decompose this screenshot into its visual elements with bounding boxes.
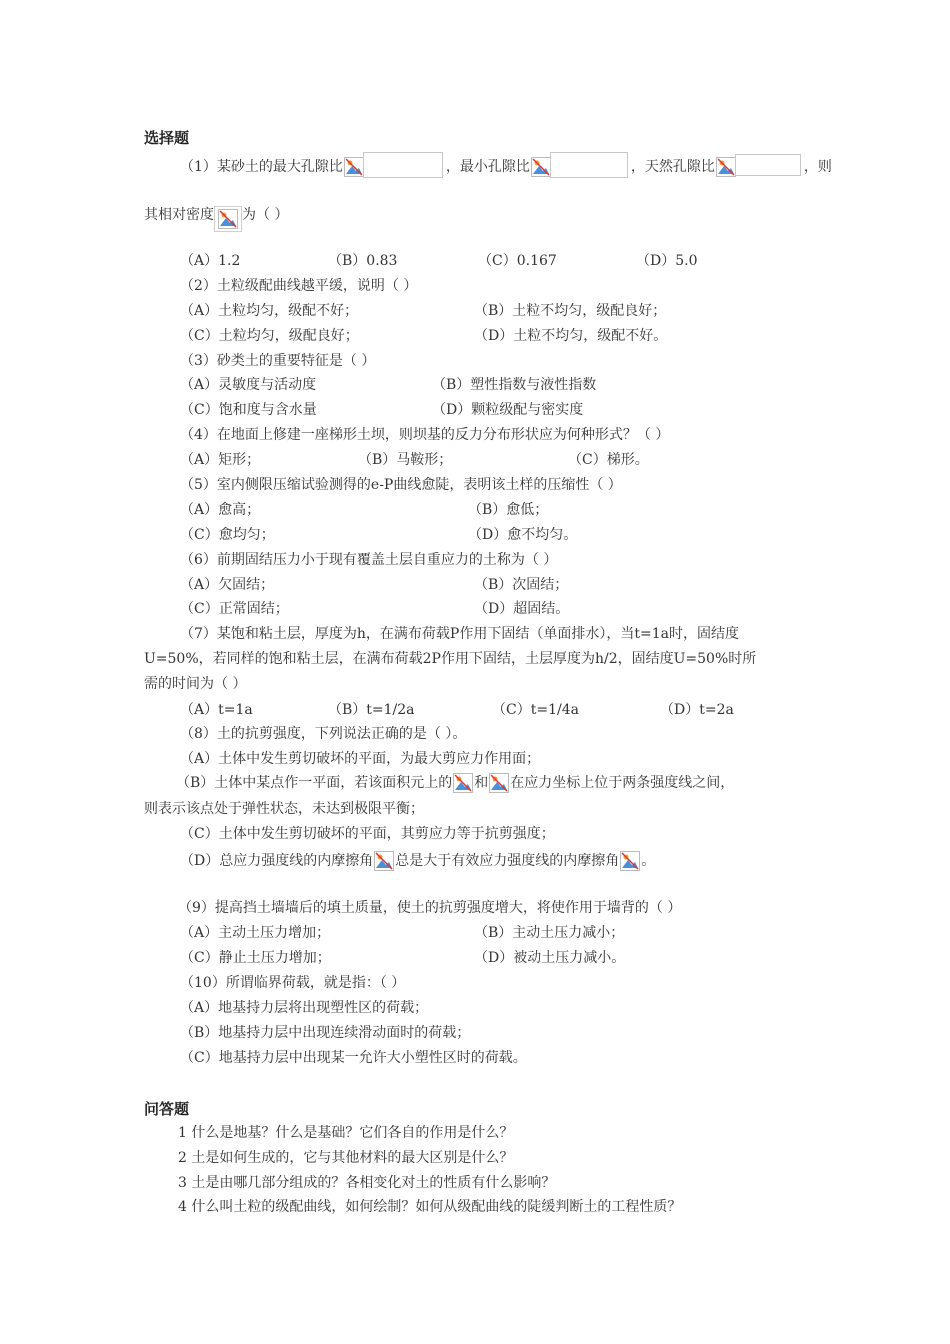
qa-item-4: 4 什么叫土粒的级配曲线，如何绘制？如何从级配曲线的陡缓判断土的工程性质？	[178, 1199, 682, 1215]
q9-stem: （9）提高挡土墙墙后的填土质量，使土的抗剪强度增大，将使作用于墙背的（ ）	[178, 900, 682, 916]
q4-stem: （4）在地面上修建一座梯形土坝，则坝基的反力分布形状应为何种形式？（ ）	[180, 427, 670, 443]
q7-option-c: （C）t=1/4a	[492, 702, 579, 718]
q7-line3: 需的时间为（ ）	[144, 676, 247, 692]
q1-option-b: （B）0.83	[328, 253, 398, 269]
q9-option-d: （D）被动土压力减小。	[474, 950, 626, 966]
q8-option-d	[180, 851, 655, 871]
q2-option-b: （B）土粒不均匀，级配良好；	[474, 303, 667, 319]
q1-option-a: （A）1.2	[180, 253, 241, 269]
q2-row2	[180, 326, 880, 346]
q6-option-b: （B）次固结；	[474, 577, 569, 593]
q4-option-a: （A）矩形；	[180, 452, 261, 468]
q4-option-c: （C）梯形。	[568, 452, 649, 468]
broken-image-icon	[489, 773, 509, 793]
q8-db: 总是大于有效应力强度线的内摩擦角	[395, 853, 620, 869]
q9-option-c: （C）静止土压力增加；	[180, 950, 331, 966]
q8-option-c: （C）土体中发生剪切破坏的平面，其剪应力等于抗剪强度；	[180, 826, 555, 842]
q8-b1a: （B）土体中某点作一平面，若该面积元上的	[176, 775, 453, 791]
q3-row2	[180, 400, 880, 420]
q3-option-d: （D）颗粒级配与密实度	[432, 402, 584, 418]
q2-option-d: （D）土粒不均匀，级配不好。	[474, 328, 668, 344]
broken-image-icon	[374, 851, 394, 871]
q8-dc: 。	[641, 853, 656, 869]
q3-option-a: （A）灵敏度与活动度	[180, 377, 317, 393]
q3-row1	[180, 375, 880, 395]
q1-line2a: 其相对密度	[144, 207, 214, 223]
qa-item-1: 1 什么是地基？什么是基础？它们各自的作用是什么？	[178, 1125, 514, 1141]
broken-image-icon	[453, 773, 473, 793]
q3-option-b: （B）塑性指数与液性指数	[432, 377, 597, 393]
q5-option-a: （A）愈高；	[180, 502, 261, 518]
q1-part3: ，天然孔隙比	[630, 159, 715, 175]
q3-option-c: （C）饱和度与含水量	[180, 402, 317, 418]
q7-line1: （7）某饱和粘土层，厚度为h，在满布荷载P作用下固结（单面排水），当t=1a时，固结度	[180, 626, 739, 642]
q4-option-b: （B）马鞍形；	[358, 452, 453, 468]
q8-option-b-line2: 则表示该点处于弹性状态，未达到极限平衡；	[144, 801, 424, 817]
q1-part2: ，最小孔隙比	[445, 159, 530, 175]
q1-part4: ，则	[803, 159, 832, 175]
broken-image-icon	[218, 209, 238, 229]
q9-option-b: （B）主动土压力减小；	[474, 925, 625, 941]
q6-row2	[180, 599, 880, 619]
section-title-choice: 选择题	[144, 129, 190, 147]
q8-option-b-line1	[176, 773, 734, 793]
q1-line1	[180, 154, 832, 174]
broken-image-icon	[344, 157, 364, 177]
q6-option-a: （A）欠固结；	[180, 577, 275, 593]
qa-item-3: 3 土是由哪几部分组成的？各相变化对土的性质有什么影响？	[178, 1175, 556, 1191]
q1-part1: （1）某砂土的最大孔隙比	[180, 159, 343, 175]
q5-option-b: （B）愈低；	[468, 502, 549, 518]
q5-row1	[180, 500, 880, 520]
q9-row1	[180, 923, 880, 943]
q8-stem: （8）土的抗剪强度，下列说法正确的是（ ）。	[180, 726, 467, 742]
q10-option-b: （B）地基持力层中出现连续滑动面时的荷载；	[180, 1025, 471, 1041]
q5-option-d: （D）愈不均匀。	[468, 527, 578, 543]
q5-row2	[180, 525, 880, 545]
q1-line2b: 为（ ）	[242, 207, 289, 223]
q6-row1	[180, 575, 880, 595]
q5-option-c: （C）愈均匀；	[180, 527, 275, 543]
q1-option-d: （D）5.0	[636, 253, 698, 269]
q6-option-c: （C）正常固结；	[180, 601, 289, 617]
q7-line2: U=50%，若同样的饱和粘土层，在满布荷载2P作用下固结，土层厚度为h/2，固结度U=50%时所	[144, 651, 757, 667]
q1-options	[180, 251, 880, 271]
q1-emin-blank	[550, 152, 628, 178]
q7-option-a: （A）t=1a	[180, 702, 253, 718]
q7-option-b: （B）t=1/2a	[328, 702, 415, 718]
broken-image-icon	[531, 157, 551, 177]
broken-image-icon	[716, 157, 736, 177]
q4-row	[180, 450, 880, 470]
broken-image-icon	[620, 851, 640, 871]
q9-option-a: （A）主动土压力增加；	[180, 925, 331, 941]
q7-option-d: （D）t=2a	[660, 702, 734, 718]
q1-e-blank	[735, 154, 801, 176]
q8-b1c: 在应力坐标上位于两条强度线之间，	[510, 775, 735, 791]
q10-option-a: （A）地基持力层将出现塑性区的荷载；	[180, 1000, 429, 1016]
section-title-qa: 问答题	[144, 1100, 190, 1118]
q3-stem: （3）砂类土的重要特征是（ ）	[180, 353, 376, 369]
q7-options	[180, 700, 880, 720]
q5-stem: （5）室内侧限压缩试验测得的e-P曲线愈陡，表明该土样的压缩性（ ）	[180, 477, 622, 493]
q9-row2	[180, 948, 880, 968]
qa-item-2: 2 土是如何生成的，它与其他材料的最大区别是什么？	[178, 1150, 514, 1166]
q10-option-c: （C）地基持力层中出现某一允许大小塑性区时的荷载。	[180, 1050, 527, 1066]
q2-option-c: （C）土粒均匀，级配良好；	[180, 328, 359, 344]
q2-option-a: （A）土粒均匀，级配不好；	[180, 303, 359, 319]
q8-option-a: （A）土体中发生剪切破坏的平面，为最大剪应力作用面；	[180, 751, 541, 767]
q6-option-d: （D）超固结。	[474, 601, 570, 617]
q2-row1	[180, 301, 880, 321]
q6-stem: （6）前期固结压力小于现有覆盖土层自重应力的土称为（ ）	[180, 552, 558, 568]
q2-stem: （2）土粒级配曲线越平缓，说明（ ）	[180, 278, 418, 294]
q10-stem: （10）所谓临界荷载，就是指：（ ）	[180, 975, 406, 991]
q8-b1b: 和	[474, 775, 489, 791]
q1-dr-box	[214, 206, 242, 232]
q1-line2	[144, 202, 288, 222]
q1-emax-blank	[363, 152, 443, 178]
q8-da: （D）总应力强度线的内摩擦角	[180, 853, 374, 869]
q1-option-c: （C）0.167	[478, 253, 557, 269]
